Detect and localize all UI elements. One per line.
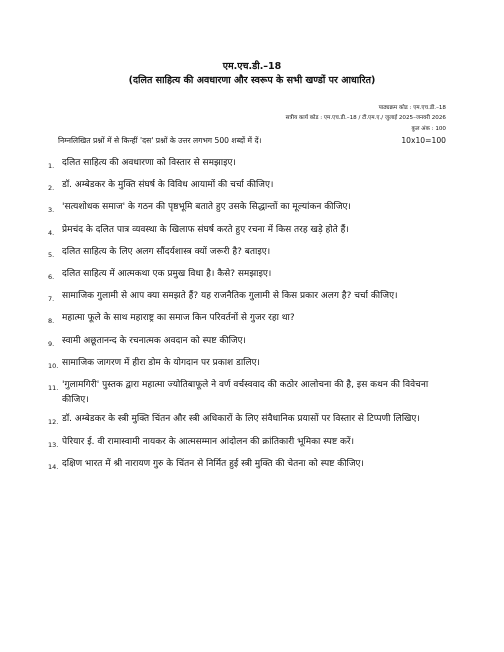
question-item [48,267,448,285]
question-text: 'गुलामगिरी' पुस्तक द्वारा महात्मा ज्योतिबाफूले ने वर्ण वर्चस्ववाद की कठोर आलोचना की है, इस कथन की विवेचना कीजिए। [62,380,429,406]
question-text: दक्षिण भारत में श्री नारायण गुरु के चिंतन से निर्मित हुई स्त्री मुक्ति की चेतना को स्पष्ट कीजिए। [62,458,364,469]
course-subtitle: (दलित साहित्य की अवधारणा और स्वरूप के सभी खण्डों पर आधारित) [128,75,376,86]
question-item [48,200,448,218]
question-item [48,178,448,196]
question-item [48,412,448,430]
question-number: 13. [48,440,59,449]
question-number: 8. [48,317,55,326]
question-item [48,457,448,475]
question-text: डॉ. अम्बेडकर के मुक्ति संघर्ष के विविध आयामों की चर्चा कीजिए। [62,180,274,191]
question-item [48,311,448,329]
question-number: 12. [48,418,59,427]
course-code-heading: एम.एच.डी.–18 [222,61,282,72]
question-text: डॉ. अम्बेडकर के स्त्री मुक्ति चिंतन और स्त्री अधिकारों के लिए संवैधानिक प्रयासों पर विस्तार से टिप्पणी लिखिए। [62,414,420,425]
question-text: स्वामी अछूतानन्द के रचनात्मक अवदान को स्पष्ट कीजिए। [62,335,246,346]
question-number: 5. [48,250,55,259]
question-item [48,245,448,263]
question-item [48,356,448,374]
instructions-text: निम्नलिखित प्रश्नों में से किन्हीं 'दस' प्रश्नों के उत्तर लगभग 500 शब्दों में दें। [58,136,262,145]
question-number: 3. [48,206,55,215]
question-number: 9. [48,339,55,348]
question-text: दलित साहित्य के लिए अलग सौंदर्यशास्त्र क्यों जरूरी है? बताइए। [62,246,271,257]
question-number: 11. [48,384,59,393]
question-list [48,156,448,479]
question-text: महात्मा फूले के साथ महाराष्ट्र का समाज किन परिवर्तनों से गुजर रहा था? [62,313,295,324]
total-marks-meta: कुल अंक : 100 [411,126,446,132]
question-text: सामाजिक गुलामी से आप क्या समझते हैं? यह राजनैतिक गुलामी से किस प्रकार अलग है? चर्चा कीजिए। [62,291,398,302]
question-item [48,223,448,241]
question-number: 4. [48,228,55,237]
question-item [48,289,448,307]
question-number: 1. [48,162,55,170]
question-text: दलित साहित्य की अवधारणा को विस्तार से समझाइए। [62,158,236,168]
assignment-code-meta: सत्रीय कार्य कोड : एम.एच.डी.–18 / टी.एम.ए./ जुलाई 2025–जनवरी 2026 [285,115,446,121]
question-number: 10. [48,361,59,370]
question-number: 14. [48,462,59,471]
question-number: 6. [48,273,55,282]
marks-distribution: 10x10=100 [401,136,446,145]
question-text: दलित साहित्य में आत्मकथा एक प्रमुख विधा है। कैसे? समझाइए। [62,269,272,280]
question-text: सामाजिक जागरण में हीरा डोम के योगदान पर प्रकाश डालिए। [62,357,260,368]
question-text: प्रेमचंद के दलित पात्र व्यवस्था के खिलाफ संघर्ष करते हुए रचना में किस तरह खड़े होते हैं। [62,224,349,235]
question-item [48,334,448,352]
question-number: 7. [48,295,55,304]
question-item [48,156,448,174]
question-text: 'सत्यशोधक समाज' के गठन की पृष्ठभूमि बताते हुए उसके सिद्धान्तों का मूल्यांकन कीजिए। [62,202,351,213]
question-number: 2. [48,184,55,193]
question-text: पेरियार ई. वी रामास्वामी नायकर के आत्मसम्मान आंदोलन की क्रांतिकारी भूमिका स्पष्ट करें। [62,436,354,447]
question-item [48,435,448,453]
course-code-meta: पाठ्यक्रम कोड : एम.एच.डी.–18 [378,105,446,111]
question-item [48,378,448,408]
